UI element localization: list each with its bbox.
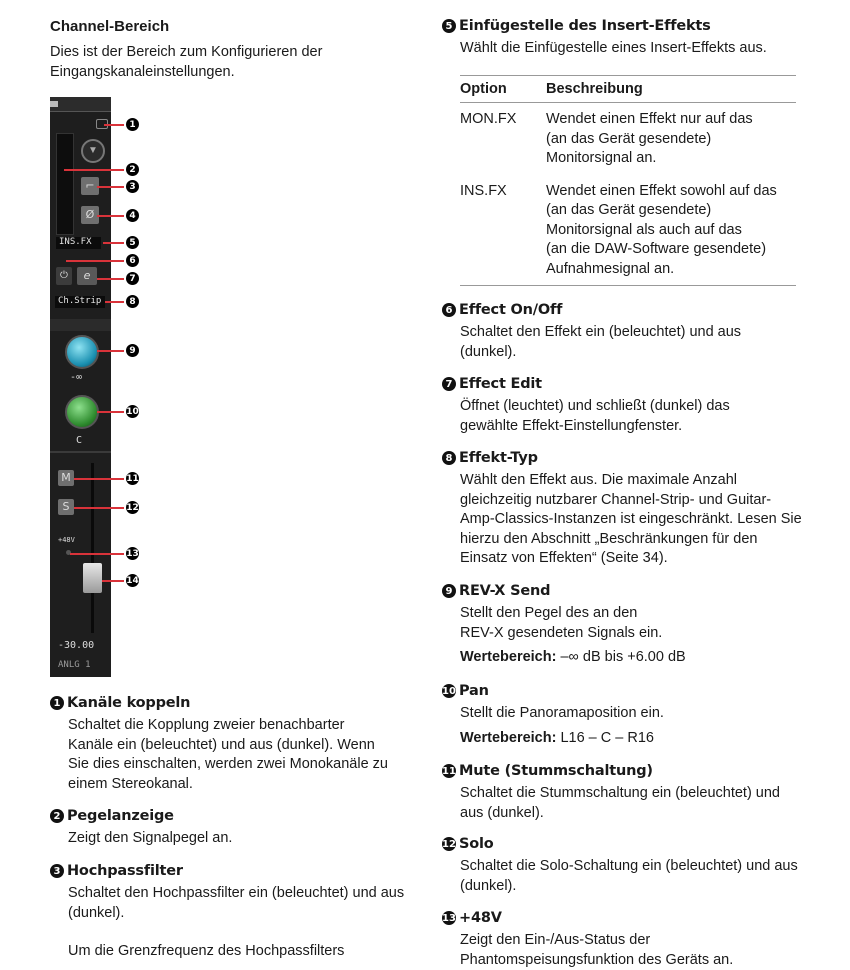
item-body: Stellt den Pegel des an den REV-X gesendeten Signals ein. — [460, 605, 663, 641]
callout-11: 11 — [126, 473, 139, 484]
item-title: +48V — [459, 910, 502, 926]
phase-invert-button[interactable]: Ø — [81, 206, 99, 224]
desc-line: Monitorsignal als auch auf das — [546, 221, 742, 238]
pan-knob[interactable] — [65, 395, 99, 429]
section-intro: Dies ist der Bereich zum Konfigurieren der Eingangskanaleinstellungen. — [50, 44, 323, 80]
range-label: Wertebereich: — [460, 649, 557, 665]
callout-5: 5 — [126, 236, 139, 249]
item-number: 10 — [442, 685, 456, 697]
item-body: Schaltet die Solo-Schaltung ein (beleuchtet) und aus (dunkel). — [460, 858, 798, 894]
insert-position-display[interactable]: INS.FX — [56, 237, 101, 249]
table-header-option: Option — [460, 76, 546, 103]
table-cell-description — [546, 175, 796, 286]
desc-line: (an die DAW-Software gesendete) — [546, 241, 767, 257]
item-highpass — [50, 863, 410, 962]
callout-7: 7 — [126, 272, 139, 285]
callout-8: 8 — [126, 295, 139, 308]
item-title: Effect Edit — [459, 376, 542, 392]
phantom-label: +48V — [58, 536, 75, 544]
item-number: 12 — [442, 838, 456, 850]
solo-button[interactable]: S — [58, 499, 74, 515]
effect-edit-button[interactable]: e — [77, 267, 97, 285]
item-body: Schaltet die Kopplung zweier benachbarter Kanäle ein (beleuchtet) und aus (dunkel). Wenn Sie dies einschalten, werden zwei Monokanäle zu einem Stereokanal. — [68, 717, 388, 792]
fader-track — [91, 463, 94, 633]
item-body: Schaltet den Effekt ein (beleuchtet) und aus (dunkel). — [460, 324, 742, 360]
callout-14: 14 — [126, 575, 139, 586]
item-number: 11 — [442, 765, 456, 777]
option-table — [460, 75, 796, 286]
desc-line: Aufnahmesignal an. — [546, 260, 675, 277]
item-phantom — [442, 910, 802, 970]
send-value: -∞ — [70, 372, 83, 383]
effect-power-icon[interactable]: ⏻ — [56, 267, 72, 285]
channel-name: ANLG 1 — [58, 660, 91, 670]
item-effect-on-off — [442, 302, 802, 362]
callout-10: 10 — [126, 406, 139, 417]
callout-1: 1 — [126, 118, 139, 131]
callout-6: 6 — [126, 254, 139, 267]
table-cell-description — [546, 103, 796, 175]
table-row — [460, 175, 796, 286]
fader-handle[interactable] — [83, 563, 102, 593]
item-number: 3 — [50, 864, 64, 878]
item-title: Einfügestelle des Insert-Effekts — [459, 18, 711, 34]
desc-line: Wendet einen Effekt sowohl auf das — [546, 182, 777, 199]
item-title: Solo — [459, 836, 494, 852]
range-label: Wertebereich: — [460, 729, 557, 746]
item-body: Öffnet (leuchtet) und schließt (dunkel) das gewählte Effekt-Einstellungfenster. — [460, 398, 730, 434]
range-value: –∞ dB bis +6.00 dB — [556, 649, 686, 665]
item-title: REV-X Send — [459, 583, 551, 599]
item-mute — [442, 763, 802, 823]
item-number: 2 — [50, 809, 64, 823]
item-title: Effect On/Off — [459, 302, 563, 318]
phase-icon[interactable]: ▼ — [81, 139, 105, 163]
item-level-meter — [50, 808, 410, 849]
item-pan — [442, 683, 802, 760]
desc-line: Wendet einen Effekt nur auf das — [546, 111, 753, 127]
callout-12: 12 — [126, 502, 139, 513]
item-body: Schaltet den Hochpassfilter ein (beleuchtet) und aus (dunkel). — [68, 885, 405, 921]
channel-strip — [50, 97, 111, 677]
table-header-description: Beschreibung — [546, 76, 796, 103]
table-cell-option: MON.FX — [460, 111, 517, 127]
value-range — [460, 730, 802, 746]
item-solo — [442, 836, 802, 896]
item-insert-position — [442, 18, 802, 59]
item-body: Stellt die Panoramaposition ein. — [460, 705, 664, 721]
callout-9: 9 — [126, 344, 139, 357]
value-range — [460, 649, 802, 665]
item-link-channels — [50, 695, 410, 794]
item-body: Wählt die Einfügestelle eines Insert-Effekts aus. — [460, 40, 767, 56]
item-number: 8 — [442, 451, 456, 465]
item-revx-send — [442, 583, 802, 680]
callout-4: 4 — [126, 209, 139, 222]
item-effect-edit — [442, 376, 802, 436]
item-number: 13 — [442, 912, 456, 924]
mute-button[interactable]: M — [58, 470, 74, 486]
item-number: 1 — [50, 696, 64, 710]
item-body-continued: Um die Grenzfrequenz des Hochpassfilters — [68, 943, 345, 959]
table-cell-option: INS.FX — [460, 175, 546, 286]
item-title: Mute (Stummschaltung) — [459, 763, 653, 779]
callout-2: 2 — [126, 163, 139, 176]
item-title: Pan — [459, 683, 489, 699]
item-effect-type — [442, 450, 802, 569]
item-number: 7 — [442, 377, 456, 391]
item-title: Effekt-Typ — [459, 450, 538, 466]
item-body: Wählt den Effekt aus. Die maximale Anzahl gleichzeitig nutzbarer Channel-Strip- und Guitar-Amp-Classics-Instanzen ist eingeschränkt. Lesen Sie hierzu den Abschnitt „Beschränkungen für den Einsatz von Effekten“ (Seite 34). — [460, 472, 802, 566]
highpass-button[interactable]: ⌐ — [81, 177, 99, 195]
item-number: 6 — [442, 303, 456, 317]
table-row — [460, 103, 796, 175]
level-meter — [56, 133, 74, 235]
send-knob[interactable] — [65, 335, 99, 369]
desc-line: (an das Gerät gesendete) — [546, 202, 712, 218]
item-body: Zeigt den Ein-/Aus-Status der Phantomspeisungsfunktion des Geräts an. — [460, 932, 734, 968]
item-body: Zeigt den Signalpegel an. — [68, 830, 233, 846]
desc-line: (an das Gerät gesendete) — [546, 130, 712, 147]
item-number: 5 — [442, 19, 456, 33]
item-title: Pegelanzeige — [67, 808, 174, 824]
pan-value: C — [76, 435, 83, 446]
range-value: L16 – C – R16 — [556, 729, 654, 746]
section-heading: Channel-Bereich — [50, 18, 170, 35]
desc-line: Monitorsignal an. — [546, 150, 657, 166]
callout-3: 3 — [126, 180, 139, 193]
item-title: Kanäle koppeln — [67, 695, 191, 711]
effect-type-display[interactable]: Ch.Strip — [55, 296, 105, 308]
item-number: 9 — [442, 584, 456, 598]
item-title: Hochpassfilter — [67, 863, 183, 879]
callout-13: 13 — [126, 548, 139, 559]
item-body: Schaltet die Stummschaltung ein (beleuchtet) und aus (dunkel). — [460, 785, 780, 821]
fader-value: -30.00 — [58, 640, 95, 651]
